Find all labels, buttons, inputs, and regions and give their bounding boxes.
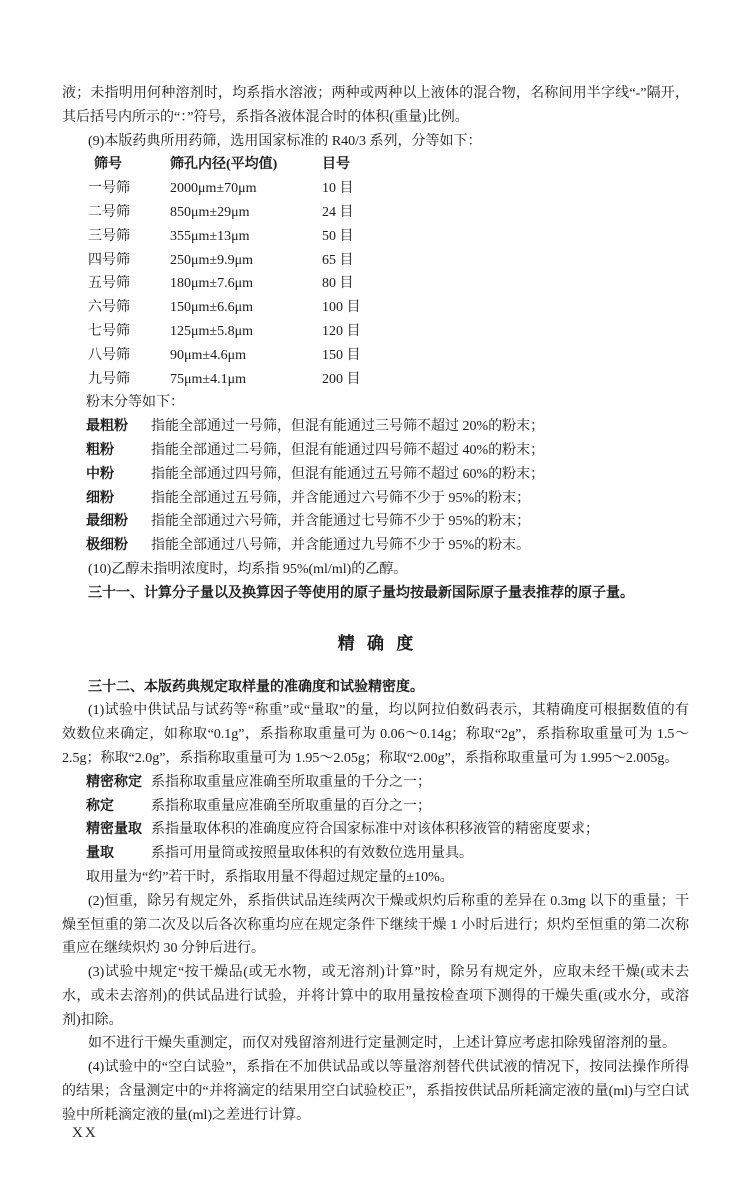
paragraph-item-10-ethanol: (10)乙醇未指明浓度时，均系指 95%(ml/ml)的乙醇。 <box>88 561 408 577</box>
powder-grade-row <box>62 439 689 463</box>
page-body <box>62 82 689 1128</box>
table-row <box>62 249 689 273</box>
table-row <box>62 344 689 368</box>
paragraph-3-dried-basis: (3)试验中规定“按干燥品(或无水物，或无溶剂)计算”时，除另有规定外，应取未经干燥(或未去水，或未去溶剂)的供试品进行试验，并将计算中的取用量按检查项下测得的干燥失重(或水分，或溶剂)扣除。 <box>62 965 689 1028</box>
aperture-cell: 850μm±29μm <box>170 204 250 220</box>
definition-row <box>62 818 689 842</box>
table-row <box>62 320 689 344</box>
definition-term: 精密称定 <box>86 774 142 790</box>
section-heading-precision: 精确度 <box>337 633 426 653</box>
table-row <box>62 225 689 249</box>
paragraph-approx-quantity: 取用量为“约”若干时，系指取用量不得超过规定量的±10%。 <box>86 869 454 885</box>
sieve-number-cell: 五号筛 <box>88 276 130 292</box>
paragraph-3b-residual-solvent: 如不进行干燥失重测定，而仅对残留溶剂进行定量测定时，上述计算应考虑扣除残留溶剂的量。 <box>88 1036 676 1052</box>
aperture-cell: 250μm±9.9μm <box>170 252 253 268</box>
mesh-cell: 120 目 <box>322 323 361 339</box>
powder-grade-term: 极细粉 <box>86 538 128 554</box>
aperture-cell: 355μm±13μm <box>170 228 250 244</box>
powder-grade-row <box>62 487 689 511</box>
sieve-table <box>62 153 689 391</box>
powder-grade-desc: 指能全部通过四号筛，但混有能通过五号筛不超过 60%的粉末； <box>151 466 545 482</box>
powder-grade-desc: 指能全部通过一号筛，但混有能通过三号筛不超过 20%的粉末； <box>151 419 545 435</box>
definition-row <box>62 795 689 819</box>
powder-grade-desc: 指能全部通过六号筛，并含能通过七号筛不少于 95%的粉末； <box>151 514 531 530</box>
paragraph-4-blank-test: (4)试验中的“空白试验”，系指在不加供试品或以等量溶剂替代供试液的情况下，按同法操作所得的结果；含量测定中的“并将滴定的结果用空白试验校正”，系指按供试品所耗滴定液的量(ml)与空白试验中所耗滴定液的量(ml)之差进行计算。 <box>62 1060 689 1123</box>
mesh-cell: 80 目 <box>322 276 354 292</box>
mesh-cell: 100 目 <box>322 300 361 316</box>
powder-grade-desc: 指能全部通过五号筛，并含能通过六号筛不少于 95%的粉末； <box>151 490 531 506</box>
powder-grade-row <box>62 534 689 558</box>
powder-grade-desc: 指能全部通过八号筛，并含能通过九号筛不少于 95%的粉末。 <box>151 538 531 554</box>
powder-grades-intro: 粉末分等如下： <box>86 395 184 411</box>
sieve-number-cell: 七号筛 <box>88 323 130 339</box>
powder-grade-term: 中粉 <box>86 466 114 482</box>
powder-grade-term: 细粉 <box>86 490 114 506</box>
table-row <box>62 201 689 225</box>
sieve-number-cell: 三号筛 <box>88 228 130 244</box>
table-row <box>62 296 689 320</box>
definition-desc: 系指可用量筒或按照量取体积的有效数位选用量具。 <box>151 846 473 862</box>
mesh-cell: 200 目 <box>322 371 361 387</box>
mesh-cell: 24 目 <box>322 204 354 220</box>
definition-row <box>62 842 689 866</box>
paragraph-2-constant-weight: (2)恒重，除另有规定外，系指供试品连续两次干燥或炽灼后称重的差异在 0.3mg 以下的重量；干燥至恒重的第二次及以后各次称重均应在规定条件下继续干燥 1 小时后进行；炽灼至恒重的第二次称重应在继续炽灼 30 分钟后进行。 <box>62 893 689 957</box>
powder-grade-row <box>62 463 689 487</box>
sieve-number-cell: 九号筛 <box>88 371 130 387</box>
sieve-number-cell: 八号筛 <box>88 347 130 363</box>
sieve-number-cell: 六号筛 <box>88 300 130 316</box>
mesh-cell: 150 目 <box>322 347 361 363</box>
powder-grade-term: 最粗粉 <box>86 419 128 435</box>
mesh-cell: 10 目 <box>322 181 354 197</box>
definition-desc: 系指称取重量应准确至所取重量的千分之一； <box>151 774 431 790</box>
column-header-aperture: 筛孔内径(平均值) <box>170 157 278 173</box>
powder-grade-row <box>62 415 689 439</box>
paragraph-1-weighing-accuracy: (1)试验中供试品与试药等“称重”或“量取”的量，均以阿拉伯数码表示，其精确度可根据数值的有效数位来确定，如称取“0.1g”，系指称取重量可为 0.06～0.14g；称取“2g”，系指称取重量可为 1.5～2.5g；称取“2.0g”，系指称取重量可为 1.95～2.05g；称取“2.00g”，系指称取重量可为 1.995～2.005g。 <box>62 703 689 766</box>
definition-term: 精密量取 <box>86 822 142 838</box>
aperture-cell: 150μm±6.6μm <box>170 300 253 316</box>
powder-grade-term: 粗粉 <box>86 442 114 458</box>
powder-grade-term: 最细粉 <box>86 514 128 530</box>
powder-grade-row <box>62 510 689 534</box>
definition-list <box>62 771 689 866</box>
paragraph-item-9-sieves: (9)本版药典所用药筛，选用国家标准的 R40/3 系列，分等如下： <box>88 133 482 149</box>
definition-term: 量取 <box>86 846 114 862</box>
definition-desc: 系指称取重量应准确至所取重量的百分之一； <box>151 798 431 814</box>
powder-grade-list <box>62 415 689 558</box>
sieve-table-header-row <box>62 153 689 177</box>
paragraph-solvent-continuation: 液；未指明用何种溶剂时，均系指水溶液；两种或两种以上液体的混合物，名称间用半字线“-”隔开，其后括号内所示的“：”符号，系指各液体混合时的体积(重量)比例。 <box>62 86 689 125</box>
table-row <box>62 177 689 201</box>
table-row <box>62 368 689 392</box>
item-32-precision: 三十二、本版药典规定取样量的准确度和试验精密度。 <box>88 679 424 695</box>
aperture-cell: 2000μm±70μm <box>170 181 257 197</box>
page-number: XX <box>72 1125 98 1141</box>
aperture-cell: 75μm±4.1μm <box>170 371 246 387</box>
aperture-cell: 90μm±4.6μm <box>170 347 246 363</box>
powder-grade-desc: 指能全部通过二号筛，但混有能通过四号筛不超过 40%的粉末； <box>151 442 545 458</box>
column-header-mesh: 目号 <box>322 157 350 173</box>
mesh-cell: 50 目 <box>322 228 354 244</box>
item-31-atomic-weights: 三十一、计算分子量以及换算因子等使用的原子量均按最新国际原子量表推荐的原子量。 <box>88 585 634 601</box>
column-header-sieve-number: 筛号 <box>94 157 122 173</box>
mesh-cell: 65 目 <box>322 252 354 268</box>
sieve-number-cell: 四号筛 <box>88 252 130 268</box>
sieve-number-cell: 一号筛 <box>88 181 130 197</box>
sieve-number-cell: 二号筛 <box>88 204 130 220</box>
table-row <box>62 272 689 296</box>
definition-term: 称定 <box>86 798 114 814</box>
aperture-cell: 125μm±5.8μm <box>170 323 253 339</box>
definition-row <box>62 771 689 795</box>
definition-desc: 系指量取体积的准确度应符合国家标准中对该体积移液管的精密度要求； <box>151 822 599 838</box>
aperture-cell: 180μm±7.6μm <box>170 276 253 292</box>
